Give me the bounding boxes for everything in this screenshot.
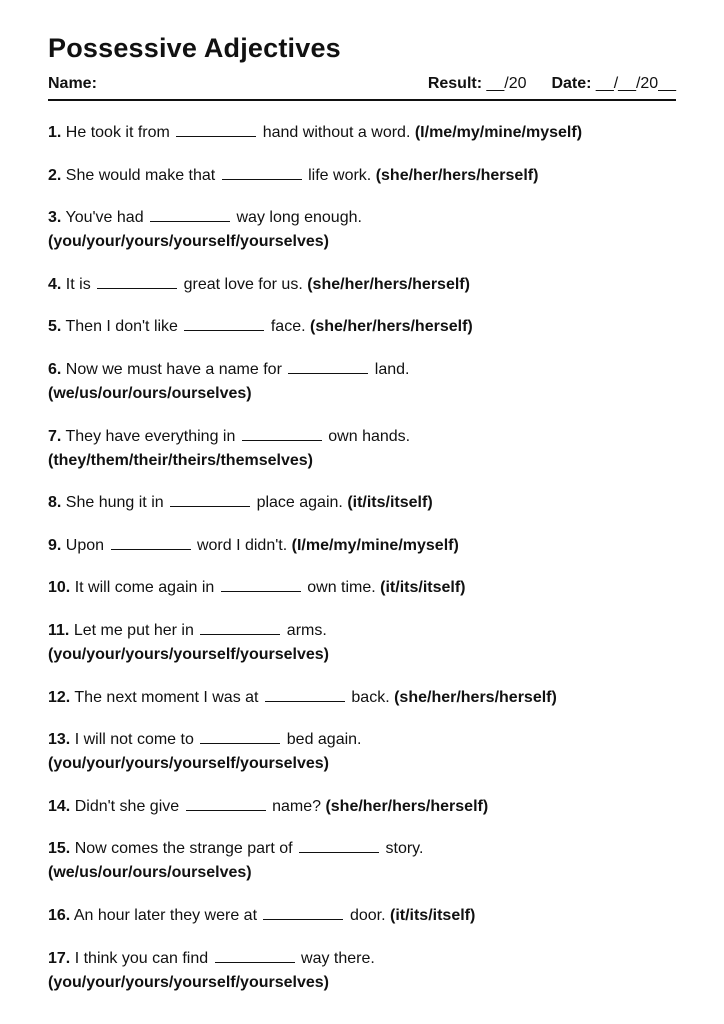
question-number: 8. [48, 494, 62, 512]
result-label: Result: [427, 75, 483, 92]
answer-options: (I/me/my/mine/myself) [291, 536, 459, 554]
date-label: Date: [551, 75, 592, 92]
answer-options: (it/its/itself) [389, 906, 476, 924]
answer-blank[interactable] [242, 426, 322, 441]
answer-blank[interactable] [288, 359, 368, 374]
question-item [48, 728, 676, 776]
question-text-before: Then I don't like [65, 318, 178, 336]
question-number: 13. [48, 731, 71, 749]
question-item [48, 837, 676, 885]
question-number: 14. [48, 797, 71, 815]
answer-blank[interactable] [170, 492, 250, 507]
question-text-before: You've had [65, 209, 144, 227]
answer-blank[interactable] [150, 207, 230, 222]
question-text-after: way long enough. [236, 209, 362, 227]
question-text-after: door. [349, 906, 386, 924]
question-number: 10. [48, 579, 71, 597]
answer-options: (she/her/hers/herself) [375, 166, 539, 184]
answer-blank[interactable] [265, 687, 345, 702]
page-title: Possessive Adjectives [48, 33, 341, 63]
answer-blank[interactable] [97, 274, 177, 289]
header-divider [48, 99, 676, 101]
question-text-before: They have everything in [65, 427, 236, 445]
question-text-before: She hung it in [65, 494, 164, 512]
question-number: 4. [48, 275, 62, 293]
question-item [48, 619, 676, 667]
answer-options: (you/your/yours/yourself/yourselves) [48, 755, 329, 773]
answer-blank[interactable] [215, 948, 295, 963]
question-item [48, 121, 676, 145]
question-item [48, 904, 676, 928]
result-date-group [428, 75, 676, 93]
answer-options: (they/them/their/theirs/themselves) [48, 451, 313, 469]
question-item [48, 795, 676, 819]
question-text-after: place again. [256, 494, 343, 512]
answer-options: (I/me/my/mine/myself) [414, 124, 583, 141]
question-text-after: life work. [308, 166, 372, 184]
answer-options: (it/its/itself) [347, 494, 433, 512]
answer-options: (she/her/hers/herself) [394, 688, 557, 706]
question-text-after: way there. [301, 949, 375, 967]
question-number: 16. [48, 906, 71, 924]
question-text-before: Now we must have a name for [65, 360, 282, 378]
question-text-before: He took it from [65, 124, 170, 141]
question-item [48, 206, 676, 254]
question-item [48, 534, 676, 558]
question-number: 11. [48, 621, 70, 639]
question-text-after: bed again. [286, 731, 362, 749]
date-value: __/__/20__ [595, 75, 676, 92]
question-text-after: great love for us. [183, 275, 303, 293]
answer-options: (you/your/yours/yourself/yourselves) [48, 973, 329, 991]
answer-blank[interactable] [176, 122, 256, 137]
question-text-after: face. [270, 318, 306, 336]
question-number: 12. [48, 688, 71, 706]
question-number: 9. [48, 536, 62, 554]
question-item [48, 358, 676, 406]
question-item [48, 164, 676, 188]
answer-blank[interactable] [299, 838, 379, 853]
answer-options: (we/us/our/ours/ourselves) [48, 384, 252, 402]
question-text-before: It is [65, 275, 91, 293]
question-text-after: word I didn't. [196, 536, 288, 554]
question-text-after: name? [272, 797, 321, 815]
question-number: 5. [48, 318, 62, 336]
question-text-after: story. [385, 840, 424, 858]
question-text-before: Didn't she give [74, 797, 180, 815]
question-item [48, 576, 676, 600]
question-item [48, 491, 676, 515]
question-text-before: It will come again in [74, 579, 215, 597]
question-number: 3. [48, 209, 62, 227]
question-number: 15. [48, 840, 71, 858]
question-text-after: hand without a word. [262, 124, 411, 141]
result-value: __/20 [486, 75, 527, 92]
answer-blank[interactable] [184, 316, 264, 331]
answer-options: (you/your/yours/yourself/yourselves) [48, 645, 329, 663]
question-number: 6. [48, 360, 62, 378]
question-text-before: Now comes the strange part of [74, 840, 293, 858]
question-item [48, 273, 676, 297]
question-item [48, 947, 676, 995]
question-text-after: arms. [286, 621, 327, 639]
question-text-after: land. [374, 360, 410, 378]
answer-blank[interactable] [200, 729, 280, 744]
name-label: Name: [48, 75, 97, 92]
question-text-after: own time. [307, 579, 376, 597]
question-number: 7. [48, 427, 62, 445]
answer-options: (she/her/hers/herself) [310, 318, 473, 336]
question-number: 1. [48, 124, 62, 141]
answer-blank[interactable] [263, 905, 343, 920]
question-item [48, 315, 676, 339]
answer-blank[interactable] [221, 577, 301, 592]
question-item [48, 425, 676, 473]
answer-options: (she/her/hers/herself) [325, 797, 489, 815]
question-text-before: She would make that [65, 166, 216, 184]
answer-blank[interactable] [222, 165, 302, 180]
question-text-before: The next moment I was at [74, 688, 259, 706]
question-text-after: own hands. [328, 427, 411, 445]
question-item [48, 686, 676, 710]
answer-options: (it/its/itself) [380, 579, 466, 597]
answer-blank[interactable] [111, 535, 191, 550]
answer-options: (you/your/yours/yourself/yourselves) [48, 233, 329, 251]
answer-options: (she/her/hers/herself) [307, 275, 470, 293]
question-number: 17. [48, 949, 71, 967]
question-text-before: I think you can find [74, 949, 209, 967]
question-text-before: Upon [65, 536, 105, 554]
question-text-before: An hour later they were at [73, 906, 258, 924]
question-text-after: back. [351, 688, 390, 706]
answer-options: (we/us/our/ours/ourselves) [48, 864, 252, 882]
answer-blank[interactable] [186, 796, 266, 811]
question-text-before: Let me put her in [73, 621, 194, 639]
answer-blank[interactable] [200, 620, 280, 635]
question-list [48, 121, 676, 1013]
worksheet-header [48, 75, 676, 95]
question-number: 2. [48, 166, 62, 184]
question-text-before: I will not come to [74, 731, 194, 749]
